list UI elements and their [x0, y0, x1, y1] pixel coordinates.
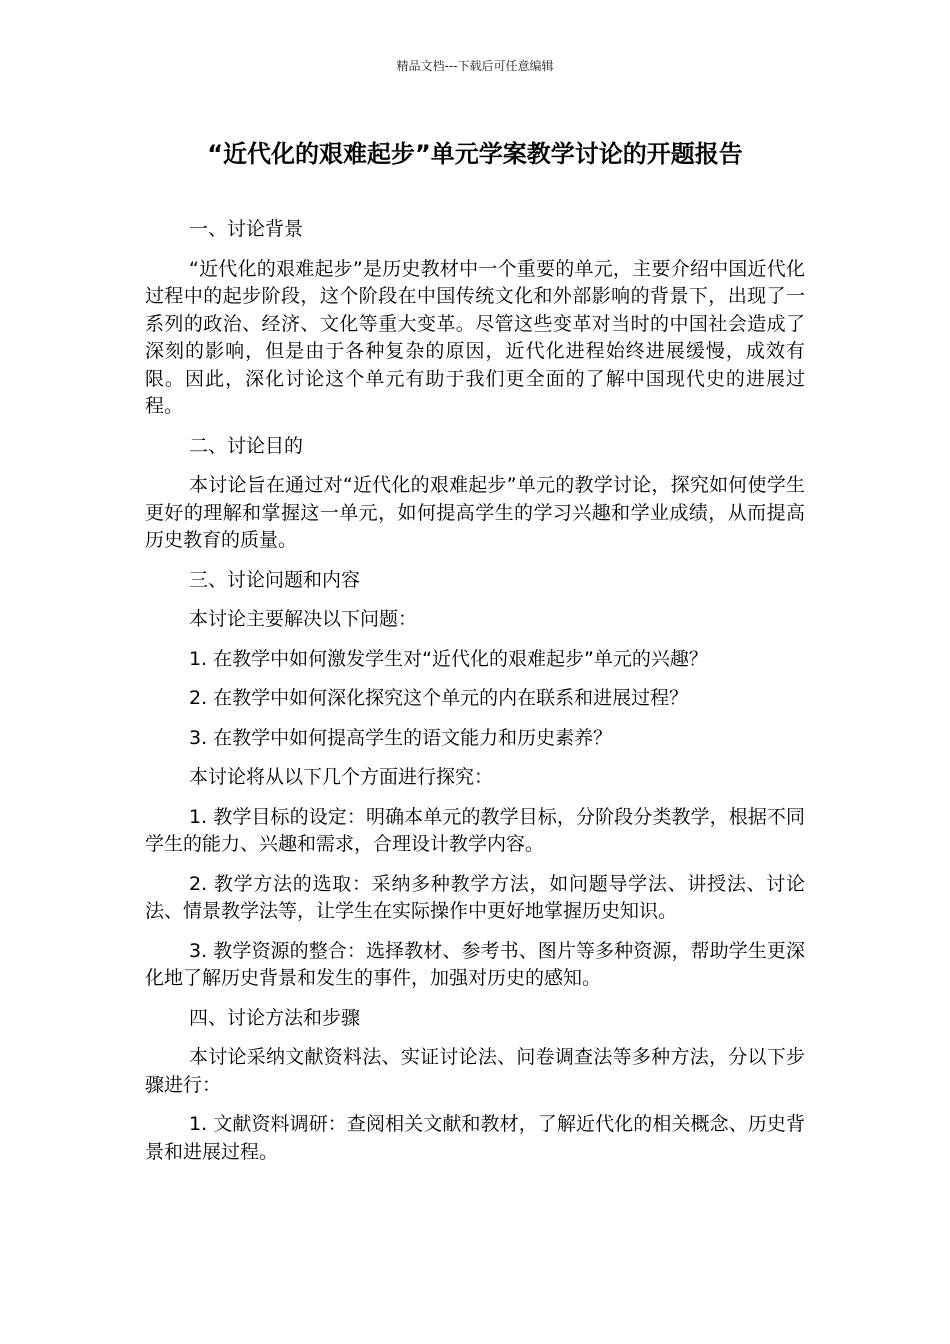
section-heading-questions: 三、讨论问题和内容	[189, 568, 361, 591]
list-item-question-3: 3. 在教学中如何提高学生的语文能力和历史素养？	[189, 726, 613, 749]
list-item-question-1: 1. 在教学中如何激发学生对“近代化的艰难起步”单元的兴趣？	[189, 647, 708, 670]
paragraph-methods-intro: 本讨论采纳文献资料法、实证讨论法、问卷调查法等多种方法，分以下步骤进行：	[145, 1046, 805, 1096]
page-header-note: 精品文档---下载后可任意编辑	[396, 59, 554, 73]
list-item-aspect-3: 3. 教学资源的整合：选择教材、参考书、图片等多种资源，帮助学生更深化地了解历史背景和发生的事件，加强对历史的感知。	[145, 939, 805, 989]
list-item-aspect-1: 1. 教学目标的设定：明确本单元的教学目标，分阶段分类教学，根据不同学生的能力、兴趣和需求，合理设计教学内容。	[145, 805, 805, 855]
document-title: “近代化的艰难起步”单元学案教学讨论的开题报告	[207, 140, 743, 168]
paragraph-background: “近代化的艰难起步”是历史教材中一个重要的单元，主要介绍中国近代化过程中的起步阶段，这个阶段在中国传统文化和外部影响的背景下，出现了一系列的政治、经济、文化等重大变革。尽管这些变革对当时的中国社会造成了深刻的影响，但是由于各种复杂的原因，近代化进程始终进展缓慢，成效有限。因此，深化讨论这个单元有助于我们更全面的了解中国现代史的进展过程。	[145, 257, 805, 417]
paragraph-questions-intro: 本讨论主要解决以下问题：	[189, 608, 418, 630]
section-heading-background: 一、讨论背景	[189, 218, 304, 240]
paragraph-aspects-intro: 本讨论将从以下几个方面进行探究：	[189, 766, 494, 788]
document-body	[145, 216, 805, 1178]
section-heading-methods: 四、讨论方法和步骤	[189, 1006, 361, 1029]
list-item-aspect-2: 2. 教学方法的选取：采纳多种教学方法，如问题导学法、讲授法、讨论法、情景教学法等，让学生在实际操作中更好地掌握历史知识。	[145, 872, 805, 922]
list-item-question-2: 2. 在教学中如何深化探究这个单元的内在联系和进展过程？	[189, 687, 689, 709]
paragraph-purpose: 本讨论旨在通过对“近代化的艰难起步”单元的教学讨论，探究如何使学生更好的理解和掌握这一单元，如何提高学生的学习兴趣和学业成绩，从而提高历史教育的质量。	[145, 474, 805, 551]
list-item-step-1: 1. 文献资料调研：查阅相关文献和教材，了解近代化的相关概念、历史背景和进展过程。	[145, 1113, 805, 1163]
section-heading-purpose: 二、讨论目的	[189, 434, 304, 457]
